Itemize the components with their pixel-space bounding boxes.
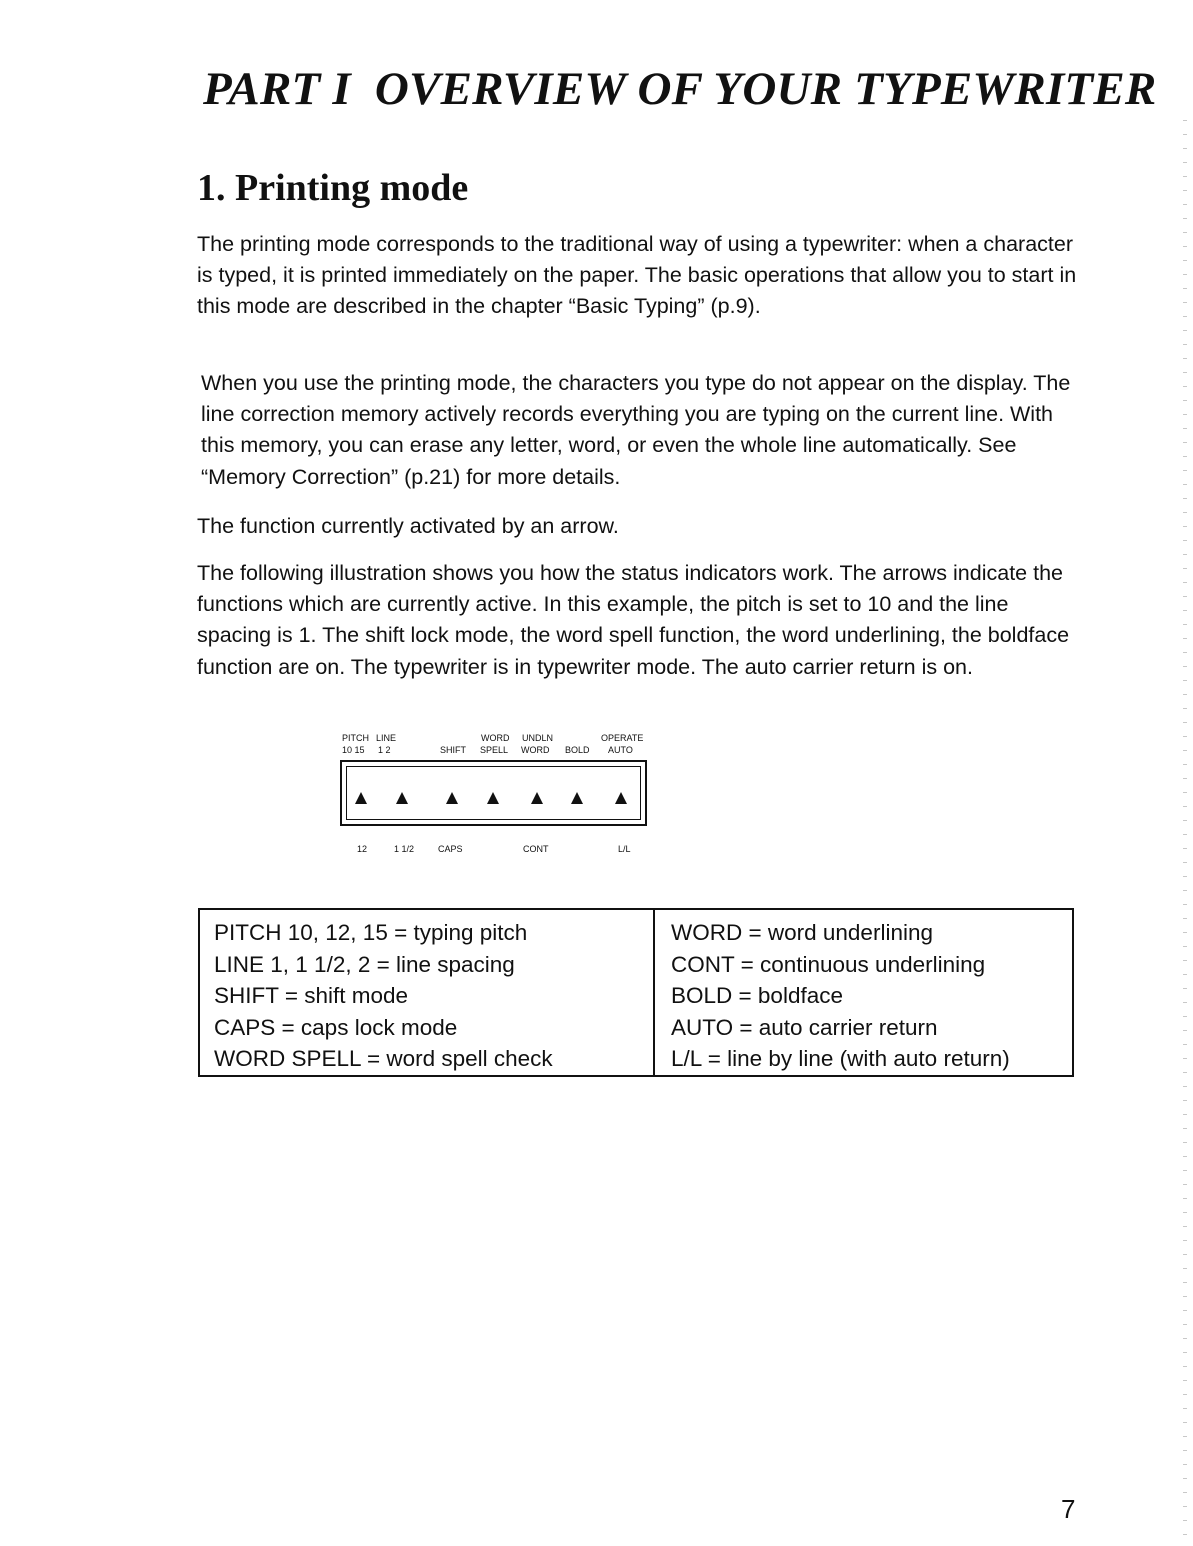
legend-item: L/L = line by line (with auto return) [671, 1046, 1010, 1071]
label-pitch: PITCH [342, 733, 369, 743]
arrow-auto-icon [615, 792, 627, 804]
part-label: PART I [203, 63, 351, 115]
arrow-word-spell-icon [487, 792, 499, 804]
label-pitch-12: 12 [357, 844, 368, 854]
paragraph-intro: The printing mode corresponds to the traditional way of using a typewriter: when a character is typed, it is printed immediately on the paper. The basic operations that allow you to start in this mode are described in the chapter “Basic Typing” (p.9). [197, 232, 1077, 319]
legend-divider [653, 910, 655, 1075]
arrow-shift-icon [446, 792, 458, 804]
arrow-bold-icon [571, 792, 583, 804]
label-word-group: WORD [481, 733, 510, 743]
label-line-1-1-2: 1 1/2 [394, 844, 415, 854]
arrow-word-icon [531, 792, 543, 804]
part-title-text: OVERVIEW OF YOUR TYPEWRITER [374, 63, 1157, 115]
label-pitch-values: 10 15 [342, 745, 365, 755]
legend-item: WORD SPELL = word spell check [214, 1046, 553, 1071]
legend-item: BOLD = boldface [671, 983, 843, 1008]
section-title: 1. Printing mode [197, 167, 469, 209]
arrow-pitch-10-icon [355, 792, 367, 804]
label-ll: L/L [618, 844, 631, 854]
legend-item: AUTO = auto carrier return [671, 1014, 938, 1040]
legend-item: SHIFT = shift mode [214, 983, 409, 1008]
legend-item: CAPS = caps lock mode [214, 1014, 458, 1040]
paragraph-memory: When you use the printing mode, the characters you type do not appear on the display. The line correction memory actively records everything you are typing on the current line. With this memory, you can erase any letter, word, or even the whole line automatically. See “Memory Correction” (p.21) for more details. [201, 371, 1071, 489]
legend-right-column [671, 917, 1010, 1075]
page-edge-marks [1183, 120, 1187, 1546]
paragraph-arrow-note: The function currently activated by an arrow. [197, 514, 619, 538]
label-bold: BOLD [565, 745, 590, 755]
legend-item: PITCH 10, 12, 15 = typing pitch [214, 920, 528, 945]
paragraph-status-indicators: The following illustration shows you how the status indicators work. The arrows indicate the functions which are currently active. In this example, the pitch is set to 10 and the line spacing is 1. The shift lock mode, the word spell function, the word underlining, the boldface function are on. The typewriter is in typewriter mode. The auto carrier return is on. [197, 561, 1070, 679]
label-line-values: 1 2 [378, 745, 391, 755]
legend-item: CONT = continuous underlining [671, 951, 986, 977]
page-number: 7 [1061, 1494, 1076, 1524]
label-undln: UNDLN [522, 733, 554, 743]
status-indicator-diagram [340, 733, 656, 858]
label-spell: SPELL [480, 745, 509, 755]
part-title [203, 62, 1156, 116]
arrow-line-1-icon [396, 792, 408, 804]
legend-item: WORD = word underlining [671, 920, 933, 945]
legend-item: LINE 1, 1 1/2, 2 = line spacing [214, 951, 515, 977]
label-line: LINE [376, 733, 397, 743]
legend-table [198, 908, 1074, 1077]
label-shift: SHIFT [440, 745, 466, 755]
label-cont: CONT [523, 844, 549, 854]
label-word: WORD [521, 745, 550, 755]
legend-left-column [214, 917, 553, 1075]
label-caps: CAPS [438, 844, 463, 854]
label-operate: OPERATE [601, 733, 644, 743]
label-auto: AUTO [608, 745, 633, 755]
